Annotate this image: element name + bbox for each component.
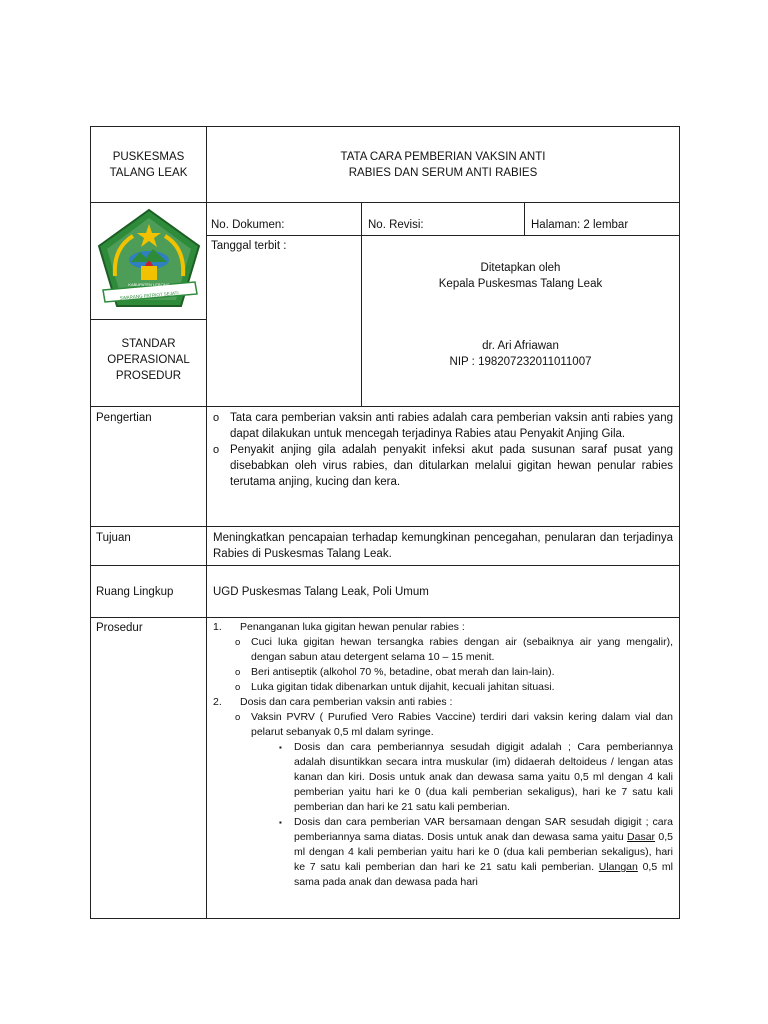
title-cell <box>207 127 680 203</box>
pengertian-item-2: Penyakit anjing gila adalah penyakit infeksi akut pada susunan saraf pusat yang disebabkan oleh virus rabies, dan ditularkan melalui gigitan hewan penular rabies terutama anjing, kucing dan kera. <box>230 444 673 488</box>
sop-label-line3: PROSEDUR <box>115 370 182 382</box>
sop-label-cell <box>91 320 207 407</box>
revision-label: No. Revisi: <box>368 219 424 231</box>
list-item <box>235 635 673 665</box>
approval-role: Kepala Puskesmas Talang Leak <box>438 278 603 290</box>
org-cell <box>91 127 207 203</box>
list-item <box>279 740 673 815</box>
bullet-marker: o <box>235 712 241 723</box>
tujuan-text: Meningkatkan pencapaian terhadap kemungkinan pencegahan, penularan dan terjadinya Rabies di Puskesmas Talang Leak. <box>213 532 673 560</box>
doc-title-line1: TATA CARA PEMBERIAN VAKSIN ANTI <box>340 150 546 163</box>
pengertian-content <box>207 407 680 527</box>
doc-no-cell <box>207 203 362 236</box>
approval-cell <box>362 236 680 407</box>
page-count-label: Halaman: 2 lembar <box>531 219 629 231</box>
org-name-line1: PUSKESMAS <box>112 150 185 163</box>
square-bullet-icon: ▪ <box>279 743 282 752</box>
square-bullet-icon: ▪ <box>279 818 282 827</box>
signer-nip: NIP : 198207232011011007 <box>449 356 592 368</box>
org-name-line2: TALANG LEAK <box>109 166 188 179</box>
section-label-pengertian <box>91 407 207 527</box>
step-title: Penanganan luka gigitan hewan penular rabies : <box>240 621 465 633</box>
pengertian-item-1: Tata cara pemberian vaksin anti rabies adalah cara pemberian vaksin anti rabies yang dapat dilakukan untuk mencegah terjadinya Rabies atau Penyakit Anjing Gila. <box>230 412 673 440</box>
subitem-2-underline-dasar: Dasar <box>627 831 656 843</box>
signer-name: dr. Ari Afriawan <box>482 340 559 352</box>
section-label-prosedur <box>91 618 207 919</box>
tujuan-label: Tujuan <box>96 532 131 544</box>
svg-text:KABUPATEN LEBONG: KABUPATEN LEBONG <box>127 282 170 287</box>
section-label-ruang <box>91 566 207 618</box>
section-label-tujuan <box>91 527 207 566</box>
logo-cell <box>91 203 207 320</box>
sop-table <box>90 126 680 919</box>
bullet-marker: o <box>235 682 241 693</box>
tujuan-content <box>207 527 680 566</box>
ruang-content <box>207 566 680 618</box>
bullet-marker: o <box>235 667 241 678</box>
step-2-item-1: Vaksin PVRV ( Purufied Vero Rabies Vaccine) terdiri dari vaksin kering dalam vial dan pelarut sebanyak 0,5 ml dalam syringe. <box>251 711 673 738</box>
pengertian-label: Pengertian <box>96 412 152 424</box>
sop-document <box>90 126 679 919</box>
subitem-2-underline-ulangan: Ulangan <box>598 861 638 873</box>
subitem-2-text-a: Dosis dan cara pemberian VAR bersamaan dengan SAR sesudah digigit ; cara pemberiannya sama diatas. Dosis untuk anak dan dewasa sama yaitu <box>294 816 673 843</box>
revision-cell <box>362 203 525 236</box>
prosedur-label: Prosedur <box>96 622 143 634</box>
step-2-subitem-2 <box>294 815 673 890</box>
issue-date-cell <box>207 236 362 407</box>
step-number: 1. <box>213 621 222 633</box>
bullet-marker: o <box>213 444 220 456</box>
svg-text:SWARANG PATRIOT SEJATI: SWARANG PATRIOT SEJATI <box>118 290 179 301</box>
prosedur-content <box>207 618 680 919</box>
list-item <box>213 442 673 490</box>
step-1-item-2: Beri antiseptik (alkohol 70 %, betadine, obat merah dan lain-lain). <box>251 666 555 678</box>
step-1-item-1: Cuci luka gigitan hewan tersangka rabies dengan air (sebaiknya air yang mengalir), dengan sabun atau detergent selama 10 – 15 menit. <box>251 636 673 663</box>
step-number: 2. <box>213 696 222 708</box>
ruang-text: UGD Puskesmas Talang Leak, Poli Umum <box>213 585 429 598</box>
bullet-marker: o <box>235 637 241 648</box>
page-count-cell <box>525 203 680 236</box>
list-item <box>235 680 673 695</box>
sop-label-line2: OPERASIONAL <box>107 354 190 366</box>
regency-emblem-icon <box>93 206 205 316</box>
subitem-2-text-b: 0,5 ml dengan 4 kali pemberian yaitu hari ke 0 (dua kali pemberian sekaligus), hari ke 7 satu kali pemberian dan hari ke 21 satu kali pemberian. <box>294 831 674 873</box>
doc-title-line2: RABIES DAN SERUM ANTI RABIES <box>348 166 538 179</box>
approval-by: Ditetapkan oleh <box>480 262 561 274</box>
step-2-subitem-1: Dosis dan cara pemberiannya sesudah digigit adalah ; Cara pemberiannya adalah disuntikkan secara intra muskular (im) didaerah deltoideus / lengan atas kanan dan kiri. Dosis untuk anak dan dewasa sama yaitu 0,5 ml dengan 4 kali pemberian yaitu hari ke 0 (dua kali pemberian sekaligus), hari ke 7 satu kali pemberian dan hari ke 21 satu kali pemberian. <box>294 741 673 813</box>
doc-no-label: No. Dokumen: <box>211 219 285 231</box>
list-item <box>235 665 673 680</box>
bullet-marker: o <box>213 412 220 424</box>
step-1-item-3: Luka gigitan tidak dibenarkan untuk dijahit, kecuali jahitan situasi. <box>251 681 555 693</box>
subitem-2-text-c: 0,5 ml sama pada anak dan dewasa pada hari <box>294 861 673 888</box>
sop-label-line1: STANDAR <box>121 338 176 350</box>
procedure-step-1 <box>213 620 673 635</box>
list-item <box>279 815 673 890</box>
step-title: Dosis dan cara pemberian vaksin anti rabies : <box>240 696 453 708</box>
issue-date-label: Tanggal terbit : <box>211 240 287 252</box>
ruang-label: Ruang Lingkup <box>96 585 174 598</box>
list-item <box>235 710 673 740</box>
list-item <box>213 410 673 442</box>
procedure-step-2 <box>213 695 673 710</box>
